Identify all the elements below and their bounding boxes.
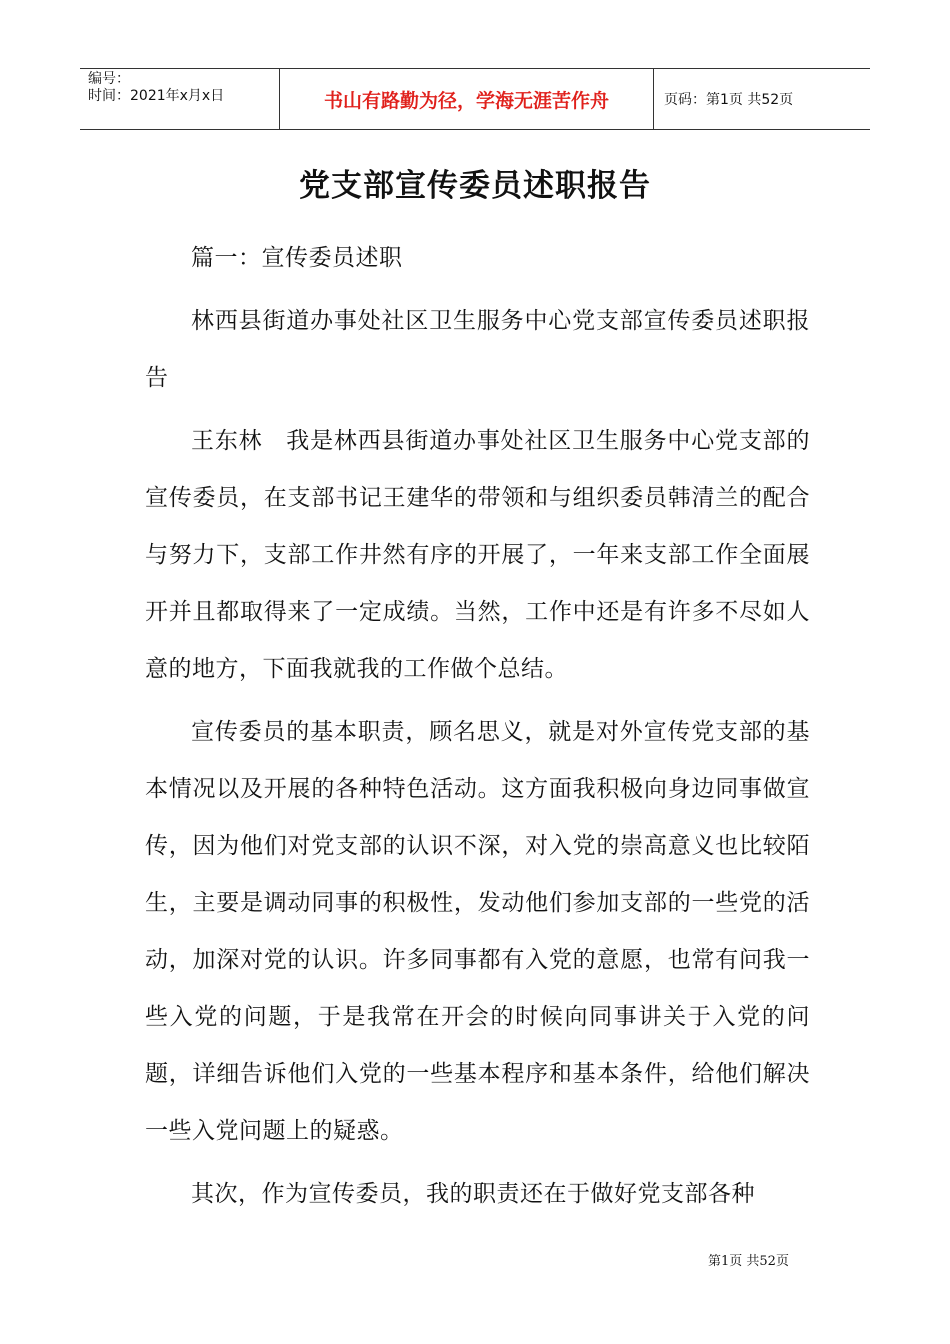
paragraph: 篇一：宣传委员述职 — [191, 245, 403, 271]
motto: 书山有路勤为径，学海无涯苦作舟 — [280, 69, 654, 129]
paragraph: 宣传委员的基本职责，顾名思义，就是对外宣传党支部的基本情况以及开展的各种特色活动。这方面我积极向身边同事做宣传，因为他们对党支部的认识不深，对入党的崇高意义也比较陌生，主要是调动同事的积极性，发动他们参加支部的一些党的活动，加深对党的认识。许多同事都有入党的意愿，也常有问我一些入党的问题，于是我常在开会的时候向同事讲关于入党的问题，详细告诉他们入党的一些基本程序和基本条件，给他们解决一些入党问题上的疑惑。 — [145, 719, 810, 1144]
page-code: 页码：第1页 共52页 — [664, 92, 794, 108]
header-table — [80, 68, 870, 130]
document-body — [145, 230, 810, 1223]
paragraph: 王东林 我是林西县街道办事处社区卫生服务中心党支部的宣传委员，在支部书记王建华的带领和与组织委员韩清兰的配合与努力下，支部工作井然有序的开展了，一年来支部工作全面展开并且都取得来了一定成绩。当然，工作中还是有许多不尽如人意的地方，下面我就我的工作做个总结。 — [145, 428, 810, 682]
paragraph: 其次，作为宣传委员，我的职责还在于做好党支部各种 — [191, 1181, 755, 1207]
footer-page-number: 第1页 共52页 — [708, 1254, 789, 1269]
header-info-cell — [80, 69, 280, 129]
time-label: 时间：2021年x月x日 — [88, 88, 225, 104]
number-label: 编号： — [88, 71, 130, 87]
paragraph: 林西县街道办事处社区卫生服务中心党支部宣传委员述职报告 — [145, 308, 810, 391]
document-title: 党支部宣传委员述职报告 — [299, 168, 651, 204]
